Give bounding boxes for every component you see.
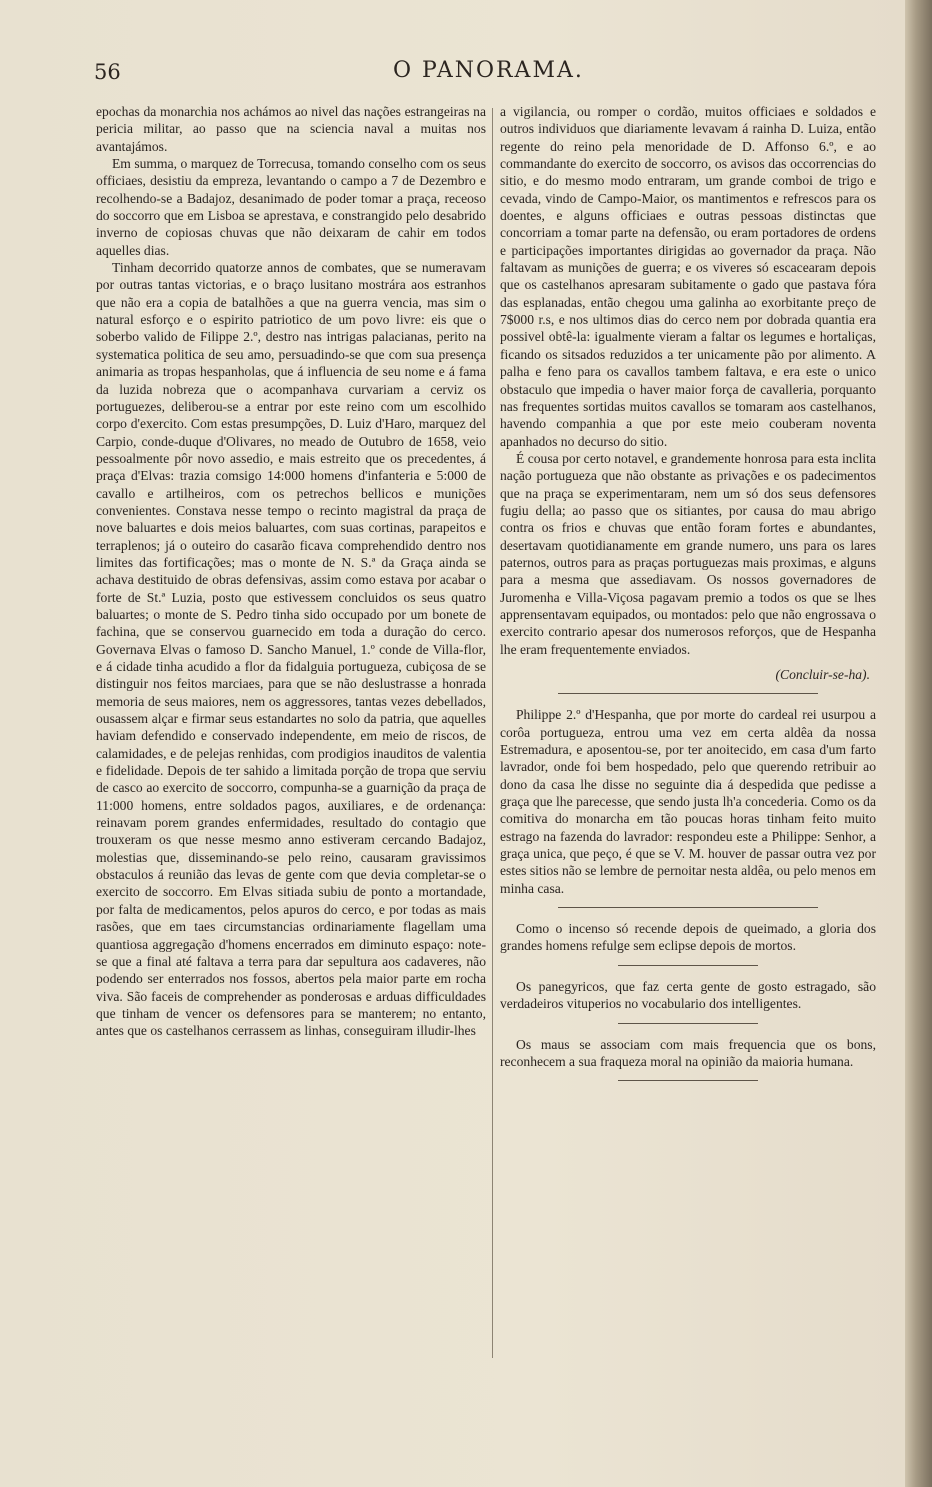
- maxim-divider: [618, 1080, 758, 1081]
- left-paragraph-3: Tinham decorrido quatorze annos de combates, que se numeravam por outras tantas victorias, e o braço lusitano mostrára aos estranhos que não era a copia de batalhões a que na guerra vencia, mas sim o natural esforço e o espirito patriotico de um povo livre: eis que o soberbo valido de Filippe 2.º, destro nas intrigas palacianas, perito na systematica politica de seu amo, persuadindo-se que com sua presença animaria as tropas hespanholas, que á influencia de seu nome e á fama da luzida nobreza que o acompanhava curvariam a cerviz os portuguezes, deliberou-se a entrar por este reino com um escolhido corpo d'exercito. Com estas presumpções, D. Luiz d'Haro, marquez del Carpio, conde-duque d'Olivares, no meado de Outubro de 1658, veio pessoalmente pôr novo assedio, e mais estreito que os precedentes, á praça d'Elvas: trazia comsigo 14:000 homens d'infanteria e 5:000 de cavallo e artilheiros, com os petrechos bellicos e munições convenientes. Constava nesse tempo o recinto magistral da praça de nove baluartes e dois meios baluartes, com suas cortinas, parapeitos e terraplenos; já o outeiro do casarão ficava comprehendido dentro nos limites das fortificações; mas o monte de N. S.ª da Graça ainda se achava destituido de obras defensivas, assim como estava por acabar o forte de St.ª Luzia, posto que estivessem concluidos os seus quatro baluartes; o monte de S. Pedro tinha sido occupado por um bonete de fachina, que se conservou guarnecido em toda a duração do cerco. Governava Elvas o famoso D. Sancho Manuel, 1.º conde de Villa-flor, e á cidade tinha acudido a flor da fidalguia portugueza, cubiçosa de se distinguir nos feitos marciaes, para que se não deslustrasse a honrada memoria de seus maiores, nem os aggressores, tantas vezes debellados, ousassem alçar e firmar seus estandartes no solo da patria, que aquelles haviam defendido e conservado independente, em meio de riscos, de calamidades, e de pelejas renhidas, com prodigios inauditos de valentia e fidelidade. Depois de ter sahido a limitada porção de tropa que serviu de casco ao exercito de soccorro, compunha-se a guarnição da praça de 11:000 homens, entre soldados pagos, auxiliares, e de ordenança: reinavam porem grandes enfermidades, resultado do contagio que trouxeram os que nesse mesmo anno estiveram cercando Badajoz, molestias que, disseminando-se pelo reino, causaram gravissimos obstaculos á reunião das levas de gente com que devia completar-se o exercito de soccorro. Em Elvas sitiada subiu de ponto a mortandade, por falta de medicamentos, pelos apuros do cerco, e por todas as mais rasões, que em taes circumstancias ordinariamente flagellam uma quantiosa aggregação d'homens encerrados em diminuto espaço: note-se que a final até faltava a terra para dar sepultura aos cadaveres, não podendo ser enterrados nos fossos, abertos pela maior parte em rocha viva. São faceis de comprehender as ponderosas e arduas difficuldades que tinham de vencer os defensores para se manterem; no entanto, antes que os castelhanos cerrassem as linhas, conseguiram illudir-lhes: [96, 260, 486, 1039]
- section-divider: [558, 693, 818, 694]
- anecdote-paragraph: Philippe 2.º d'Hespanha, que por morte do cardeal rei usurpou a corôa portugueza, entrou uma vez em certa aldêa da nossa Estremadura, e aposentou-se, por ter anoitecido, em casa d'um farto lavrador, onde foi bem hospedado, pelo que querendo retribuir ao dono da casa lhe disse no seguinte dia á despedida que pedisse a graça que lhe parecesse, que sendo justa lh'a concederia. Como os da comitiva do monarcha em tão poucas horas tinham feito muito estrago na fazenda do lavrador: respondeu este a Philippe: Senhor, a graça unica, que peço, é que se V. M. houver de passar outra vez por estes sitios não se lembre de pernoitar nesta aldêa, ou pelo menos em minha casa.: [500, 707, 876, 896]
- maxim-1: Como o incenso só recende depois de queimado, a gloria dos grandes homens refulge sem eclipse depois de mortos.: [500, 921, 876, 954]
- column-divider: [492, 108, 493, 1358]
- left-paragraph-1: epochas da monarchia nos achámos ao nivel das nações estrangeiras na pericia militar, ao passo que na sciencia naval a muitas nos avantajámos.: [96, 104, 486, 154]
- page-number: 56: [94, 60, 121, 84]
- page-binding-edge: [905, 0, 932, 1487]
- right-paragraph-2: É cousa por certo notavel, e grandemente honrosa para esta inclita nação portugueza que não obstante as privações e os padecimentos que na praça se experimentaram, nem um só dos seus defensores fugiu della; ao passo que os sitiantes, por causa do mau abrigo contra os frios e chuvas que então foram fortes e abundantes, desertavam quotidianamente em grande numero, uns para os lares paternos, outros para as praças portuguezas mais proximas, e alguns para a mesma que assediavam. Os nossos governadores de Juromenha e Villa-Viçosa pagavam premio a todos os que se lhes apprensentavam equipados, ou montados: pelo que não engrossava o exercito contrario apesar dos numerosos reforços, que de Hespanha lhe eram frequentemente enviados.: [500, 450, 876, 657]
- page-header: [0, 60, 905, 90]
- left-column: [96, 103, 486, 1040]
- maxim-3: Os maus se associam com mais frequencia que os bons, reconhecem a sua fraqueza moral na opinião da maioria humana.: [500, 1036, 876, 1069]
- continuation-note: (Concluir-se-ha).: [775, 667, 870, 682]
- maxim-divider: [618, 1023, 758, 1024]
- page-title: O PANORAMA.: [393, 58, 584, 83]
- maxim-divider: [618, 965, 758, 966]
- left-paragraph-2: Em summa, o marquez de Torrecusa, tomando conselho com os seus officiaes, desistiu da empreza, levantando o campo a 7 de Dezembro e recolhendo-se a Badajoz, desanimado de poder tomar a praça, receoso do soccorro que em Lisboa se aprestava, e constrangido pelo desabrido inverno de copiosas chuvas que não deixaram de cahir em todos aquelles dias.: [96, 156, 486, 258]
- maxim-2: Os panegyricos, que faz certa gente de gosto estragado, são verdadeiros vituperios no vocabulario dos intelligentes.: [500, 978, 876, 1012]
- section-divider: [558, 907, 818, 908]
- right-paragraph-1: a vigilancia, ou romper o cordão, muitos officiaes e soldados e outros individuos que diariamente levavam á rainha D. Luiza, então regente do reino pela menoridade de D. Affonso 6.º, e ao commandante do exercito de soccorro, os avisos das occorrencias do sitio, e do mesmo modo entraram, um grande comboi de trigo e cevada, vindo de Campo-Maior, os mantimentos e refrescos para os doentes, e alguns officiaes e outras pessoas distinctas que concorriam a tomar parte na defensão, ou eram portadores de ordens e participações importantes dirigidas ao governador da praça. Não faltavam as munições de guerra; e os viveres só escacearam depois que os castelhanos apresaram subitamente o gado que pastava fóra das esplanadas, então chegou uma galinha ao exorbitante preço de 7$000 r.s, e nos ultimos dias do cerco nem por dobrada quantia era possivel obtê-la: igualmente vieram a faltar os legumes e hortaliças, ficando os sitsados reduzidos a ter unicamente pão por alimento. A palha e feno para os cavallos tambem faltava, e era este o unico obstaculo que impedia o haver maior força de cavalleria, porquanto nas frequentes sortidas muitos cavallos se tomaram aos castelhanos, havendo companhia a que por este meio couberam noventa apanhados no decurso do sitio.: [500, 104, 876, 449]
- right-column: [500, 103, 876, 1093]
